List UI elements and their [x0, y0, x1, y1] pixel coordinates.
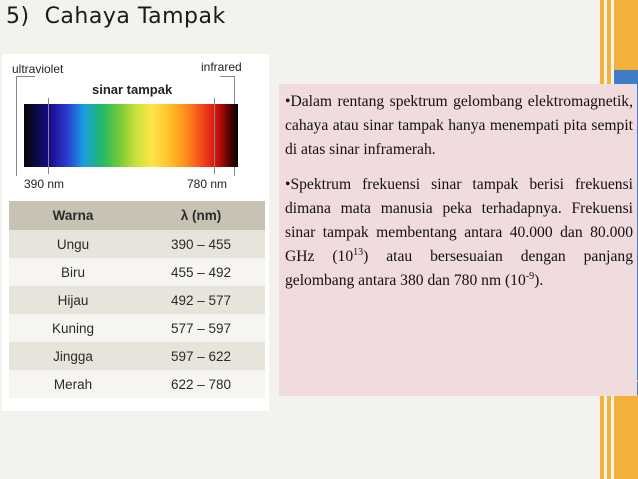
column-header-wavelength: λ (nm) — [137, 201, 265, 230]
wavelength-range: 597 – 622 — [137, 342, 265, 370]
slide-title: 5) Cahaya Tampak — [6, 4, 226, 29]
wavelength-range: 455 – 492 — [137, 258, 265, 286]
paragraph-2: •Spektrum frekuensi sinar tampak berisi frekuensi dimana mata manusia peka terhadapnya. Frekuensi sinar tampak membentang antara 40.000 dan 80.000 GHz $(10^{13})$ atau bersesuaian dengan panjang gelombang antara 380 dan 780 nm $(10^{-9})$. — [285, 176, 633, 289]
color-name: Jingga — [9, 342, 137, 370]
color-name: Ungu — [9, 230, 137, 258]
table-row — [9, 314, 265, 342]
ultraviolet-bracket — [16, 76, 35, 99]
superscript-minus-9: -9 — [525, 270, 535, 282]
color-wavelength-table — [9, 201, 265, 398]
paragraph-1: •Dalam rentang spektrum gelombang elektromagnetik, cahaya atau sinar tampak hanya menempati pita sempit di atas sinar inframerah. — [285, 93, 633, 158]
color-name: Kuning — [9, 314, 137, 342]
infrared-bracket — [220, 76, 235, 99]
ultraviolet-label: ultraviolet — [12, 62, 64, 76]
table-row — [9, 370, 265, 398]
color-name: Biru — [9, 258, 137, 286]
visible-spectrum-figure — [2, 54, 269, 411]
table-row — [9, 342, 265, 370]
wavelength-end-label: 780 nm — [187, 177, 228, 191]
wavelength-range: 577 – 597 — [137, 314, 265, 342]
infrared-label: infrared — [201, 60, 242, 74]
table-row — [9, 286, 265, 314]
column-header-color: Warna — [9, 201, 137, 230]
visible-light-label: sinar tampak — [92, 82, 173, 97]
color-name: Merah — [9, 370, 137, 398]
superscript-13: 13 — [353, 246, 364, 258]
color-name: Hijau — [9, 286, 137, 314]
table-row — [9, 258, 265, 286]
table-row — [9, 230, 265, 258]
wavelength-range: 390 – 455 — [137, 230, 265, 258]
wavelength-range: 622 – 780 — [137, 370, 265, 398]
wavelength-range: 492 – 577 — [137, 286, 265, 314]
wavelength-start-label: 390 nm — [24, 177, 65, 191]
table-header-row — [9, 201, 265, 230]
explanation-text-box — [279, 84, 637, 396]
spectrum-band — [24, 104, 238, 167]
